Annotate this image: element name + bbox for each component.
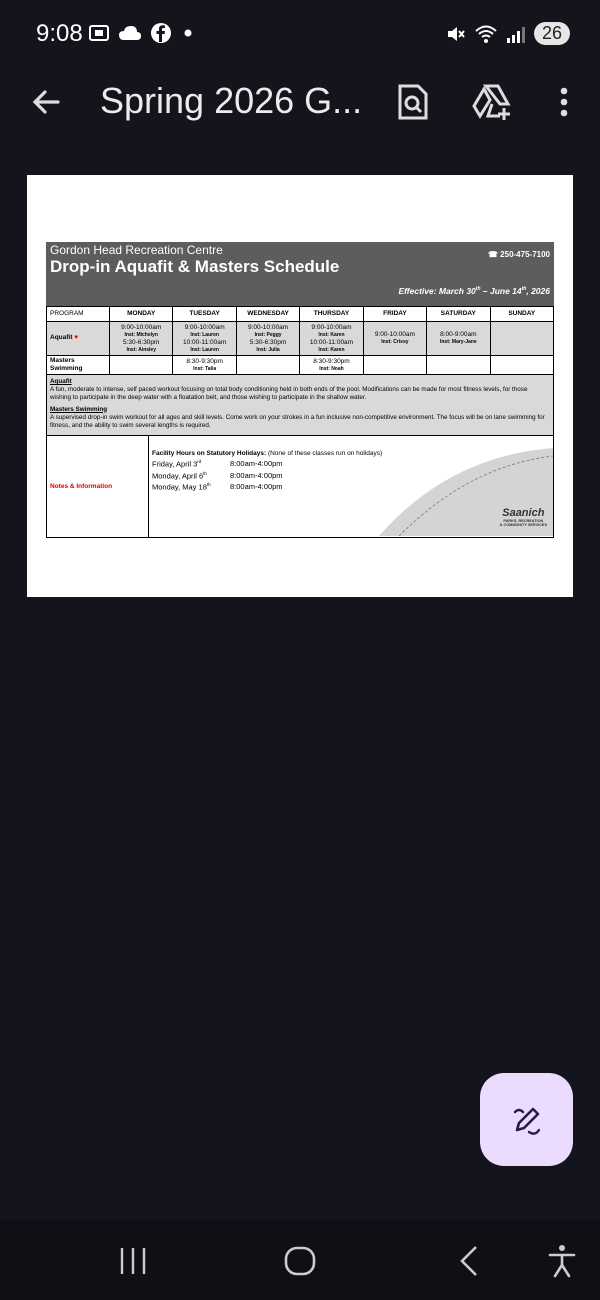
program-descriptions (46, 375, 554, 436)
app-bar (0, 70, 600, 134)
saanich-logo: Saanich PARKS, RECREATION & COMMUNITY SERVICES (499, 507, 547, 528)
table-cell (236, 356, 299, 375)
col-header: PROGRAM (47, 307, 110, 322)
notes-label: Notes & Information (47, 436, 149, 537)
col-header: SATURDAY (427, 307, 490, 322)
aquafit-title: Aquafit (50, 378, 72, 385)
notes-body: Facility Hours on Statutory Holidays: (None of these classes run on holidays) Friday, April 3rd 8:00am-4:00pm Monday, April 6th 8:00am-4:00pm Monday, May 18th 8:00am-4:00pm Saanich PARKS, RECREATION & COMMUNITY SERVICES (149, 436, 553, 537)
table-cell: 8:30-9:30pm Inst: Talia (173, 356, 236, 375)
edit-fab-button[interactable] (480, 1073, 573, 1166)
phone-number: ☎ 250-475-7100 (487, 250, 550, 259)
status-bar (0, 0, 600, 70)
schedule-table (46, 306, 554, 375)
dot-icon (180, 25, 196, 41)
table-row (47, 356, 554, 375)
col-header: SUNDAY (490, 307, 553, 322)
aquafit-description: A fun, moderate to intense, self paced workout focusing on total body conditioning held in both ends of the pool. Modifications can be made for most fitness levels, for those wishing to participate in the deep water with a floatation belt, and those wishing to participate in the shallow water. (50, 386, 528, 402)
notes-section (46, 436, 554, 538)
table-cell (490, 356, 553, 375)
table-header-row (47, 307, 554, 322)
schedule-heading: Drop-in Aquafit & Masters Schedule (50, 257, 340, 276)
row-label: Masters Swimming (47, 356, 110, 375)
holiday-row: Monday, May 18th 8:00am-4:00pm (152, 482, 283, 492)
edit-pen-icon (509, 1102, 545, 1138)
schedule-header (46, 242, 554, 306)
col-header: TUESDAY (173, 307, 236, 322)
accessibility-icon[interactable] (548, 1244, 576, 1278)
effective-dates: Effective: March 30th – June 14th, 2026 (398, 286, 550, 296)
more-vert-icon[interactable] (552, 82, 576, 122)
document-page[interactable] (27, 175, 573, 597)
table-cell: 9:00-10:00am Inst: Michelyn 5:30-6:30pm Inst: Ainsley (110, 322, 173, 356)
table-cell (110, 356, 173, 375)
facebook-icon (150, 22, 172, 44)
org-name: Gordon Head Recreation Centre (50, 243, 223, 257)
table-cell: 8:30-9:30pm Inst: Noah (300, 356, 363, 375)
table-cell (363, 356, 426, 375)
document-title: Spring 2026 G... (100, 80, 363, 121)
search-document-icon[interactable] (396, 82, 430, 122)
masters-description: A supervised drop-in swim workout for all ages and skill levels. Come work on your strokes in a fun inclusive non-competitive environment. The focus will be on lane swimming for fitness, and the ability to swim several lengths is required. (50, 413, 545, 429)
col-header: MONDAY (110, 307, 173, 322)
row-label: Aquafit ♥ (47, 322, 110, 356)
table-cell: 9:00-10:00am Inst: Lauren 10:00-11:00am Inst: Lauren (173, 322, 236, 356)
col-header: FRIDAY (363, 307, 426, 322)
table-cell: 8:00-9:00am Inst: Mary-Jane (427, 322, 490, 356)
recents-icon[interactable] (118, 1244, 148, 1278)
table-cell: 9:00-10:00am Inst: Peggy 5:30-6:30pm Inst: Julia (236, 322, 299, 356)
heart-icon: ♥ (74, 334, 79, 342)
table-row (47, 322, 554, 356)
home-icon[interactable] (283, 1244, 317, 1278)
holiday-row: Monday, April 6th 8:00am-4:00pm (152, 470, 283, 481)
table-cell (427, 356, 490, 375)
table-cell: 9:00-10:00am Inst: Karen 10:00-11:00am Inst: Karen (300, 322, 363, 356)
schedule-document (46, 242, 554, 538)
table-cell (490, 322, 553, 356)
mute-icon (446, 24, 466, 44)
masters-title: Masters Swimming (50, 405, 108, 413)
col-header: THURSDAY (300, 307, 363, 322)
wifi-icon (474, 24, 498, 44)
holiday-row: Friday, April 3rd 8:00am-4:00pm (152, 459, 283, 469)
back-arrow-icon[interactable] (28, 84, 64, 120)
battery-level: 26 (534, 22, 570, 45)
system-nav-bar (0, 1220, 600, 1300)
table-cell: 9:00-10:00am Inst: Crissy (363, 322, 426, 356)
nav-back-icon[interactable] (456, 1244, 482, 1278)
col-header: WEDNESDAY (236, 307, 299, 322)
status-time: 9:08 (36, 20, 83, 47)
cloud-icon (118, 24, 142, 42)
photo-capture-icon (88, 22, 110, 44)
signal-icon (506, 25, 526, 43)
add-to-drive-icon[interactable] (472, 82, 514, 122)
